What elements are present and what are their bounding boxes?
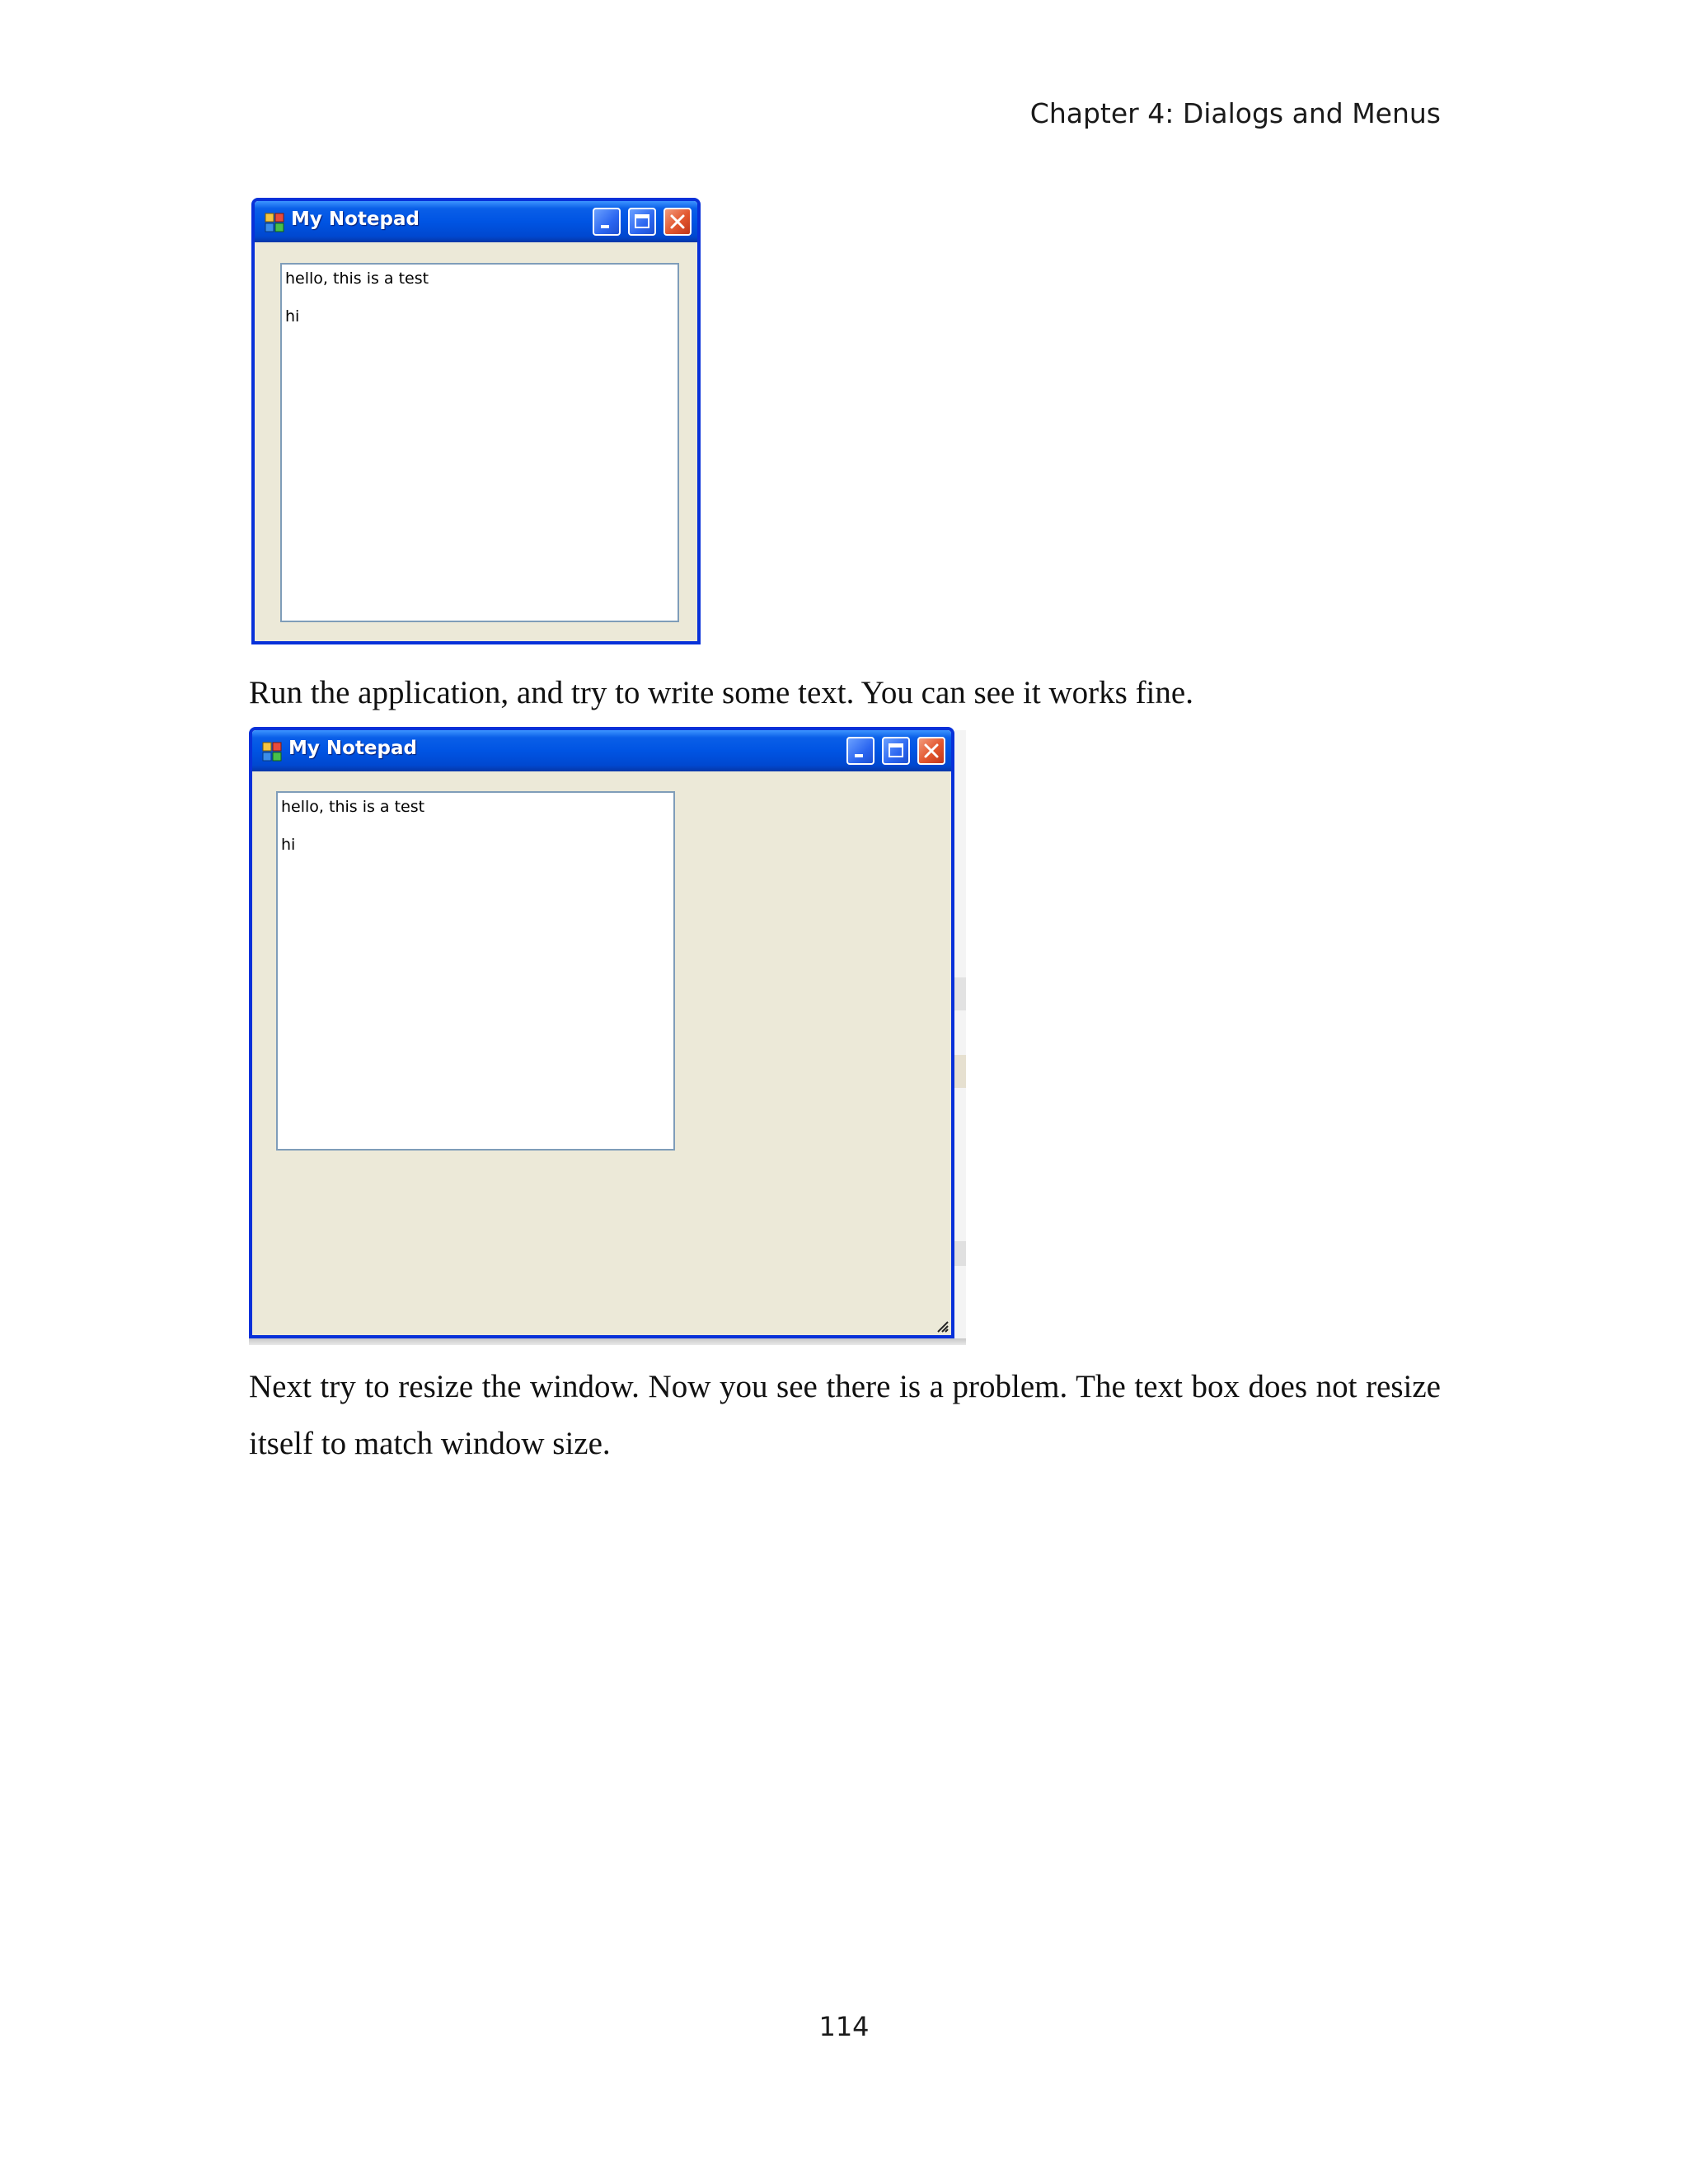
window-title: My Notepad xyxy=(288,738,417,759)
window-titlebar[interactable] xyxy=(252,730,951,771)
textbox-line: hello, this is a test xyxy=(285,269,429,288)
maximize-button[interactable] xyxy=(882,737,910,765)
notepad-window-screenshot xyxy=(251,198,701,644)
maximize-icon xyxy=(630,209,654,234)
maximize-button[interactable] xyxy=(628,208,656,236)
close-button[interactable] xyxy=(663,208,692,236)
multiline-textbox[interactable] xyxy=(276,791,675,1151)
window-bottom-edge xyxy=(249,1338,966,1345)
close-button[interactable] xyxy=(917,737,945,765)
close-icon xyxy=(665,209,690,234)
minimize-icon xyxy=(848,738,873,763)
multiline-textbox[interactable] xyxy=(280,263,679,622)
window-titlebar[interactable] xyxy=(255,201,697,242)
background-band xyxy=(954,977,966,1010)
minimize-button[interactable] xyxy=(593,208,621,236)
minimize-button[interactable] xyxy=(846,737,874,765)
app-icon xyxy=(265,213,284,232)
background-desktop-strip xyxy=(954,730,966,1345)
close-icon xyxy=(919,738,944,763)
background-band xyxy=(954,1055,966,1088)
window-title: My Notepad xyxy=(291,209,420,230)
resized-notepad-window-screenshot xyxy=(249,727,954,1338)
body-paragraph: Next try to resize the window. Now you see there is a problem. The text box does not resize itself to match window size. xyxy=(249,1369,1441,1461)
page-number: 114 xyxy=(818,2011,870,2042)
textbox-line: hi xyxy=(285,307,300,326)
app-icon xyxy=(262,742,282,762)
running-header: Chapter 4: Dialogs and Menus xyxy=(1029,97,1441,129)
resize-grip-icon[interactable] xyxy=(933,1317,950,1333)
body-paragraph: Run the application, and try to write some text. You can see it works fine. xyxy=(249,675,1193,710)
minimize-icon xyxy=(594,209,619,234)
textbox-line: hello, this is a test xyxy=(281,798,425,816)
maximize-icon xyxy=(884,738,908,763)
background-band xyxy=(954,1241,966,1266)
textbox-line: hi xyxy=(281,836,296,854)
